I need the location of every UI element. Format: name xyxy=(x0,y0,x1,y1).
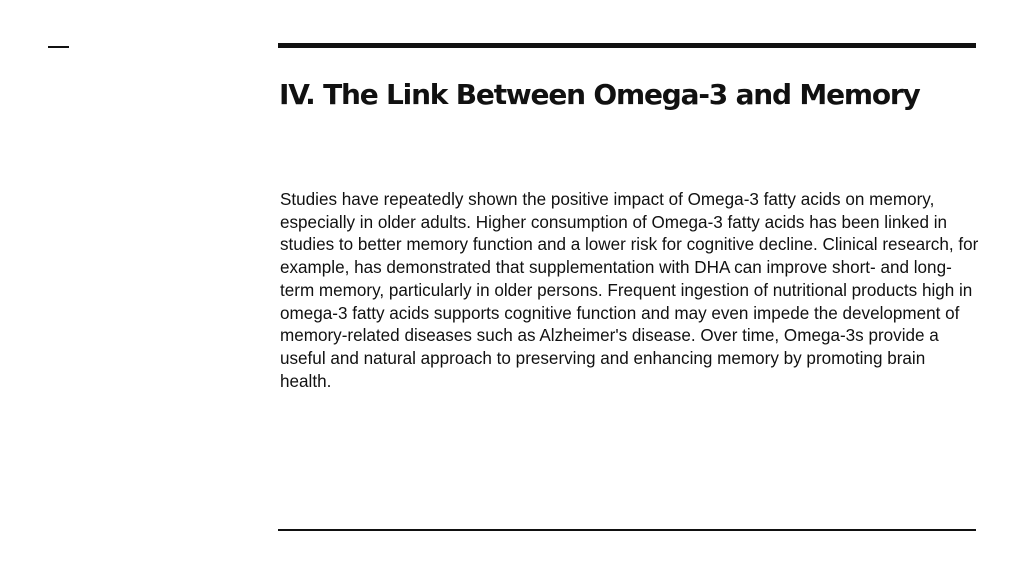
corner-dash-decoration xyxy=(48,46,69,48)
top-rule-divider xyxy=(278,43,976,48)
slide-body-text: Studies have repeatedly shown the positive impact of Omega-3 fatty acids on memory, especially in older adults. Higher consumption of Omega-3 fatty acids has been linked in studies to better memory function and a lower risk for cognitive decline. Clinical research, for example, has demonstrated that supplementation with DHA can improve short- and long-term memory, particularly in older persons. Frequent ingestion of nutritional products high in omega-3 fatty acids supports cognitive function and may even impede the development of memory-related diseases such as Alzheimer's disease. Over time, Omega-3s provide a useful and natural approach to preserving and enhancing memory by promoting brain health. xyxy=(280,190,979,391)
slide-title: IV. The Link Between Omega-3 and Memory xyxy=(279,78,920,111)
bottom-rule-divider xyxy=(278,529,976,531)
